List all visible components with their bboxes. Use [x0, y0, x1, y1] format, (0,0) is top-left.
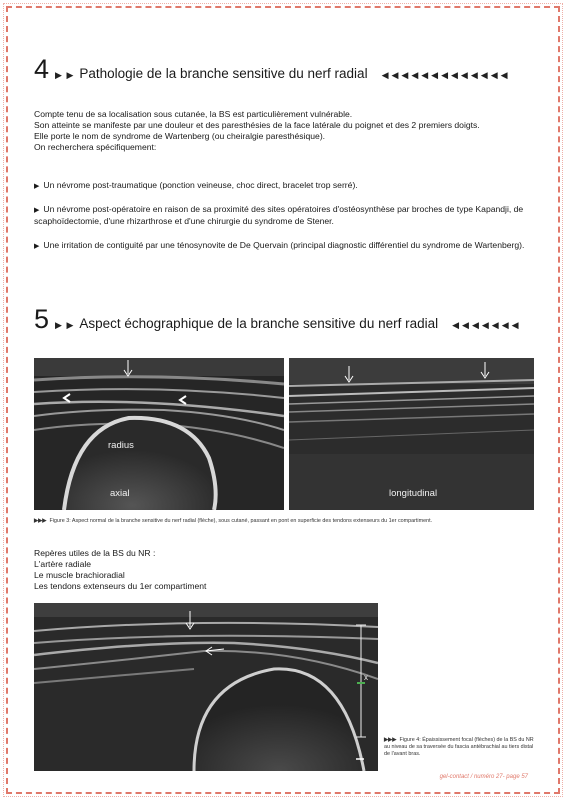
bullet-item: [34, 204, 536, 227]
radius-label: radius: [108, 440, 134, 451]
section-title: Pathologie de la branche sensitive du nerf radial: [79, 66, 368, 81]
caption-marker: ▶▶▶: [384, 737, 397, 743]
bullet-arrow-icon: ▶: [34, 207, 40, 214]
heading-arrows: ▶ ▶: [55, 320, 75, 330]
bullet-arrow-icon: ▶: [34, 243, 40, 250]
longitudinal-label: longitudinal: [389, 488, 438, 499]
section-4-intro: [34, 109, 534, 153]
section-number: 5: [34, 304, 50, 334]
heading-trail-arrows: ◀◀◀◀◀◀◀◀◀◀◀◀◀: [381, 70, 511, 80]
bullet-arrow-icon: ▶: [34, 183, 40, 190]
reperes-block: [34, 548, 206, 592]
ultrasound-figure-4-image: [34, 603, 378, 771]
heading-arrows: ▶ ▶: [55, 70, 75, 80]
caption-text: Figure 4: Épaississement focal (flèches) de la BS du NR au niveau de sa traversée du fascia antébrachial au tiers distal de l'avant bras.: [384, 737, 534, 757]
bullet-item: [34, 180, 536, 192]
ultrasound-axial-image: [34, 358, 284, 510]
bullet-text: Une irritation de contiguité par une ténosynovite de De Quervain (principal diagnostic différentiel du syndrome de Wartenberg).: [43, 240, 525, 250]
bullet-item: [34, 240, 536, 252]
paragraph-line: Compte tenu de sa localisation sous cutanée, la BS est particulièrement vulnérable.: [34, 109, 353, 119]
section-4-heading: [34, 56, 511, 83]
page-footer: gel-contact / numéro 27- page 57: [439, 774, 528, 780]
reperes-item: Le muscle brachioradial: [34, 570, 125, 580]
bullet-text: Un névrome post-opératoire en raison de sa proximité des sites opératoires d'ostéosynthèse par broches de type Kapandji, de scaphoïdectomie, d'une rhizarthrose et d'une chirurgie du syndrome de Stener.: [34, 204, 524, 226]
paragraph-line: On recherchera spécifiquement:: [34, 142, 157, 152]
paragraph-line: Elle porte le nom de syndrome de Wartenberg (ou cheiralgie paresthésique).: [34, 131, 326, 141]
bullet-text: Un névrome post-traumatique (ponction veineuse, choc direct, bracelet trop serré).: [43, 180, 358, 190]
figure-3-caption: [34, 518, 534, 525]
section-number: 4: [34, 54, 50, 84]
paragraph-line: Son atteinte se manifeste par une douleur et des paresthésies de la face latérale du poignet et des 2 premiers doigts.: [34, 120, 480, 130]
reperes-title: Repères utiles de la BS du NR :: [34, 548, 156, 558]
measure-x-marker: x: [364, 673, 368, 682]
section-5-heading: [34, 306, 522, 333]
ultrasound-longitudinal-image: [289, 358, 534, 510]
reperes-item: Les tendons extenseurs du 1er compartiment: [34, 581, 207, 591]
caption-text: Figure 3: Aspect normal de la branche sensitive du nerf radial (flèche), sous cutané, passant en pont en superficie des tendons extenseurs du 1er compartiment.: [49, 518, 433, 524]
heading-trail-arrows: ◀◀◀◀◀◀◀: [452, 320, 522, 330]
axial-label: axial: [110, 488, 130, 499]
reperes-item: L'artère radiale: [34, 559, 92, 569]
figure-4-caption: [384, 737, 534, 758]
caption-marker: ▶▶▶: [34, 518, 47, 524]
section-title: Aspect échographique de la branche sensitive du nerf radial: [79, 316, 439, 331]
